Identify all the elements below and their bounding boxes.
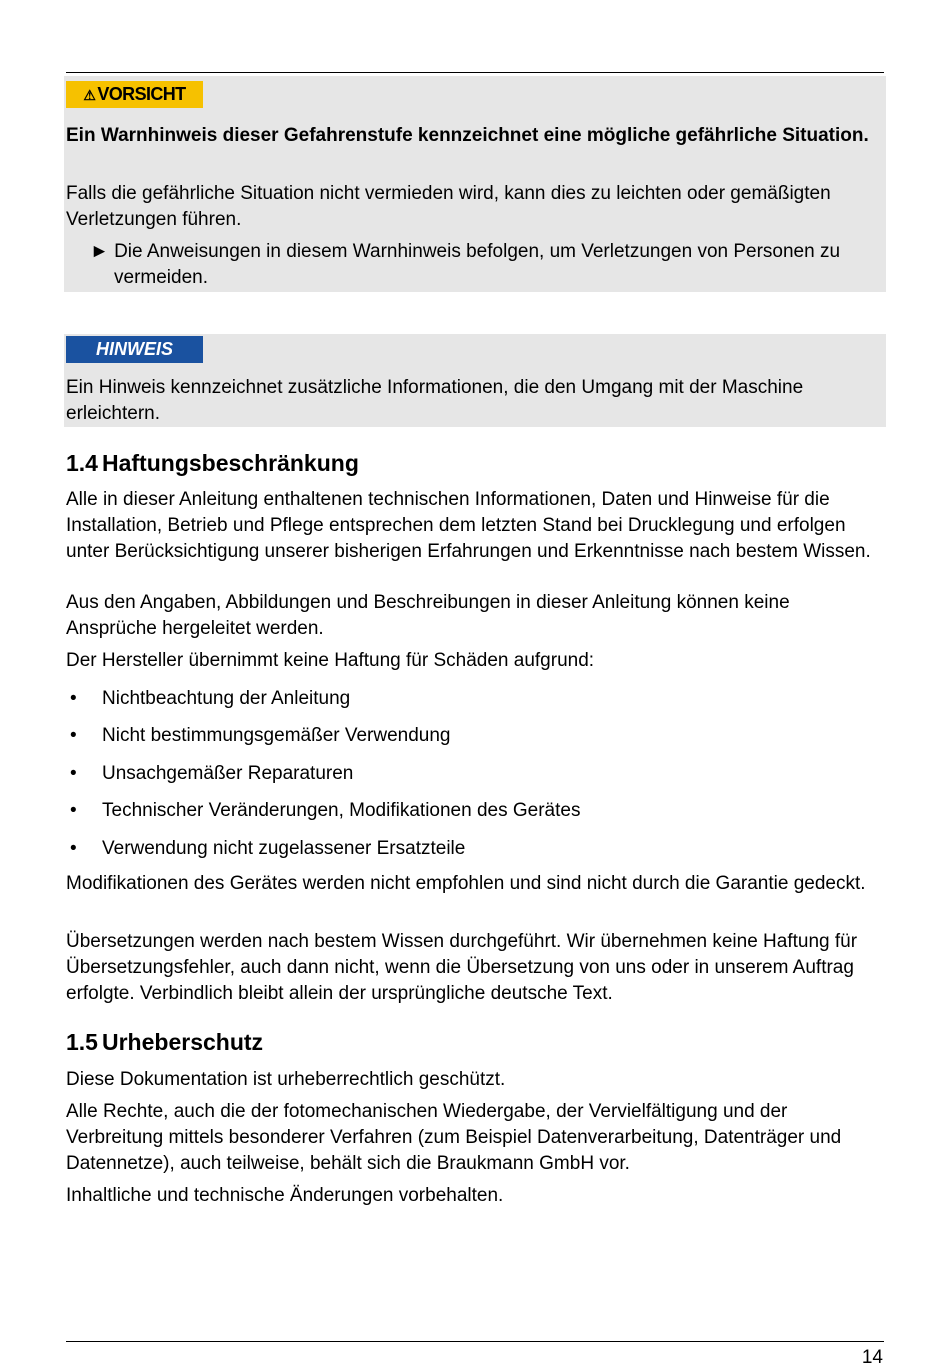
section-title: Urheberschutz xyxy=(102,1029,264,1055)
paragraph: Übersetzungen werden nach bestem Wissen durchgeführt. Wir übernehmen keine Haftung für Übersetzungsfehler, auch dann nicht, wenn die Übersetzung von uns oder in unserem Auftrag erfolgte. Verbindlich bleibt allein der ursprüngliche deutsche Text. xyxy=(66,931,858,1004)
paragraph: Alle Rechte, auch die der fotomechanischen Wiedergabe, der Vervielfältigung und der Verbreitung mittels besonderer Verfahren (zum Beispiel Datenverarbeitung, Datenträger und Datennetze), auch teilweise, behält sich die Braukmann GmbH vor. xyxy=(66,1101,842,1174)
section-1-5-heading xyxy=(66,1028,263,1056)
paragraph: Alle in dieser Anleitung enthaltenen technischen Informationen, Daten und Hinweise für die Installation, Betrieb und Pflege entsprechen dem letzten Stand bei Drucklegung und erfolgen unter Berücksichtigung unserer bisherigen Erfahrungen und Erkenntnisse nach bestem Wissen. xyxy=(66,489,871,562)
section-1-4-heading xyxy=(66,449,359,477)
note-text: Ein Hinweis kennzeichnet zusätzliche Informationen, die den Umgang mit der Maschine erleichtern. xyxy=(66,377,804,424)
caution-heading: Ein Warnhinweis dieser Gefahrenstufe kennzeichnet eine mögliche gefährliche Situation. xyxy=(66,125,869,146)
list-item: • Unsachgemäßer Reparaturen xyxy=(66,761,580,798)
list-item: • Technischer Veränderungen, Modifikationen des Gerätes xyxy=(66,798,580,835)
note-badge: HINWEIS xyxy=(66,336,203,363)
footer-rule xyxy=(66,1341,884,1342)
list-item: • Verwendung nicht zugelassener Ersatzteile xyxy=(66,836,580,873)
caution-badge xyxy=(66,81,203,108)
paragraph: Diese Dokumentation ist urheberrechtlich geschützt. xyxy=(66,1069,506,1090)
caution-badge-label: VORSICHT xyxy=(97,84,186,104)
list-item: • Nichtbeachtung der Anleitung xyxy=(66,686,580,723)
warning-triangle-icon: ⚠ xyxy=(83,87,96,103)
caution-text: Falls die gefährliche Situation nicht vermieden wird, kann dies zu leichten oder gemäßigten Verletzungen führen. xyxy=(66,183,831,230)
caution-action: ► Die Anweisungen in diesem Warnhinweis befolgen, um Verletzungen von Personen zu vermeiden. xyxy=(90,241,841,288)
paragraph: Der Hersteller übernimmt keine Haftung für Schäden aufgrund: xyxy=(66,650,595,671)
paragraph: Modifikationen des Gerätes werden nicht empfohlen und sind nicht durch die Garantie gedeckt. xyxy=(66,873,866,894)
paragraph: Inhaltliche und technische Änderungen vorbehalten. xyxy=(66,1185,504,1206)
page-number: 14 xyxy=(861,1347,883,1368)
header-rule xyxy=(66,72,884,73)
paragraph: Aus den Angaben, Abbildungen und Beschreibungen in dieser Anleitung können keine Ansprüche hergeleitet werden. xyxy=(66,592,790,639)
section-title: Haftungsbeschränkung xyxy=(102,450,359,476)
liability-exclusion-list xyxy=(66,686,580,873)
section-number: 1.5 xyxy=(66,1029,98,1055)
caution-box xyxy=(64,76,886,292)
section-number: 1.4 xyxy=(66,450,98,476)
note-box xyxy=(64,334,886,427)
list-item: • Nicht bestimmungsgemäßer Verwendung xyxy=(66,723,580,760)
